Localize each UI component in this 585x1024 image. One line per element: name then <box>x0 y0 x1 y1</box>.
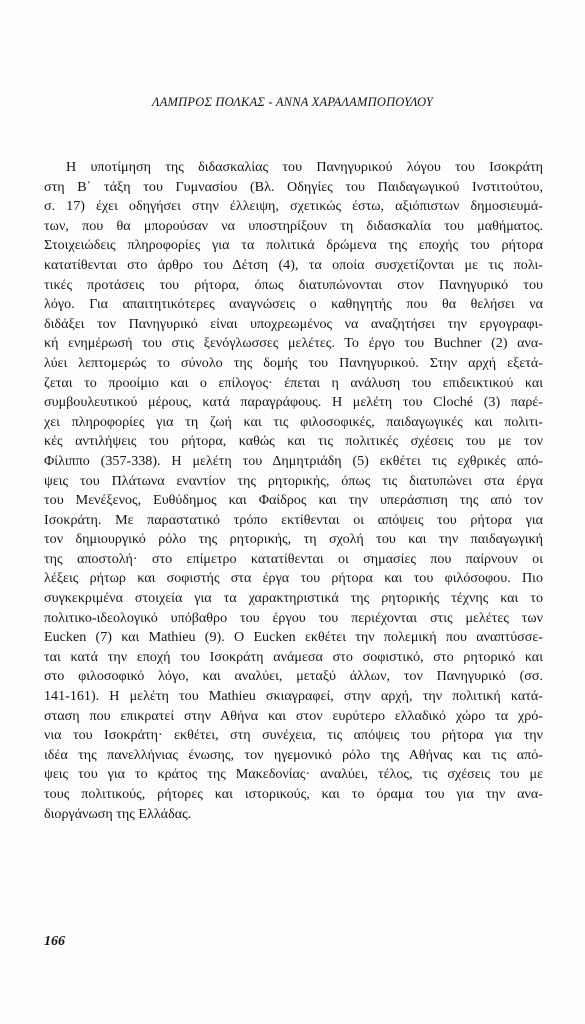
text-line: σ. 17) έχει οδηγήσει στην έλλειψη, σχετικώς έστω, αξιόπιστων δημοσιευμά- <box>44 198 543 215</box>
text-line: ζεται το προοίμιο και ο επίλογος· έπεται η ανάλυση του επιδεικτικού και <box>44 374 543 391</box>
text-line: των, που θα μπορούσαν να υποστηρίξουν τη διδασκαλία του μαθήματος. <box>44 217 543 234</box>
text-line: λέξεις ρήτωρ και σοφιστής στα έργα του ρήτορα και του φιλόσοφου. Πιο <box>44 570 543 587</box>
text-line: τικές προτάσεις του ρήτορα, όπως διατυπώνονται στον Πανηγυρικό του <box>44 276 543 293</box>
text-line: χει πληροφορίες για τη ζωή και τις φιλοσοφικές, παιδαγωγικές και πολιτι- <box>44 413 543 430</box>
text-line: Eucken (7) και Mathieu (9). Ο Eucken εκθέτει την πολεμική που αναπτύσσε- <box>44 629 543 646</box>
text-line: συμβουλευτικού μέρους, κατά παραγράφους. Η μελέτη του Cloché (3) παρέ- <box>44 394 543 411</box>
text-line: συγκεκριμένα στοιχεία για τα χαρακτηριστικά της ρητορικής τέχνης και το <box>44 590 543 607</box>
text-line: νια του Ισοκράτη· εκθέτει, στη συνέχεια, τις απόψεις του ρήτορα για την <box>44 727 543 744</box>
text-line: λόγο. Για απαιτητικότερες αναγνώσεις ο καθηγητής που θα θελήσει να <box>44 296 543 313</box>
text-line: πολιτικο-ιδεολογικό υπόβαθρο του έργου του περιέχονται στις μελέτες των <box>44 609 543 626</box>
page-number: 166 <box>44 934 65 949</box>
text-line: ιδέα της πανελλήνιας ένωσης, τον ηγεμονικό ρόλο της Αθήνας και τις από- <box>44 746 543 763</box>
text-line: Στοιχειώδεις πληροφορίες για τα πολιτικά δρώμενα της εποχής του ρήτορα <box>44 237 543 254</box>
text-line: Φίλιππο (357-338). Η μελέτη του Δημητριάδη (5) εκθέτει τις εχθρικές από- <box>44 452 543 469</box>
text-line: στη Β΄ τάξη του Γυμνασίου (Βλ. Οδηγίες του Παιδαγωγικού Ινστιτούτου, <box>44 178 543 195</box>
text-line: κατατίθενται στο άρθρο του Δέτση (4), τα οποία συσχετίζονται με τις πολι- <box>44 256 543 273</box>
text-line: σταση που επικρατεί στην Αθήνα και στον ευρύτερο ελλαδικό χώρο τα χρό- <box>44 707 543 724</box>
body-paragraph <box>44 158 543 824</box>
text-line: της αποστολή· στο επίμετρο κατατίθενται οι σημασίες που παίρνουν οι <box>44 550 543 567</box>
text-line: διοργάνωση της Ελλάδας. <box>44 805 192 822</box>
text-line: κή ενημέρωσή του στις ξενόγλωσσες μελέτες. Το έργο του Buchner (2) ανα- <box>44 335 543 352</box>
running-head: ΛΑΜΠΡΟΣ ΠΟΛΚΑΣ - ΑΝΝΑ ΧΑΡΑΛΑΜΠΟΠΟΥΛΟΥ <box>151 95 434 109</box>
text-line: 141-161). Η μελέτη του Mathieu σκιαγραφεί, στην αρχή, την πολιτική κατά- <box>44 688 543 705</box>
text-line: τους πολιτικούς, ρήτορες και ιστορικούς, και το όραμα του για την ανα- <box>44 786 543 802</box>
text-line: διδάξει τον Πανηγυρικό είναι υποχρεωμένος να αναζητήσει την εργογραφι- <box>44 315 543 332</box>
text-line: ται κατά την εποχή του Ισοκράτη ανάμεσα στο σοφιστικό, στο ρητορικό και <box>44 648 543 665</box>
text-line: ψεις του για το κράτος της Μακεδονίας· αναλύει, τέλος, τις σχέσεις του με <box>44 766 543 783</box>
text-line: λύει λεπτομερώς το σύνολο της δομής του Πανηγυρικού. Στην αρχή εξετά- <box>44 354 543 371</box>
text-line: κές αντιλήψεις του ρήτορα, καθώς και τις πολιτικές σχέσεις του με τον <box>44 433 543 450</box>
text-line: τον δημιουργικό ρόλο της ρητορικής, τη σχολή του και την παιδαγωγική <box>44 531 543 548</box>
text-line: ψεις του Πλάτωνα εναντίον της ρητορικής, όπως τις διατυπώνει στα έργα <box>44 472 543 489</box>
text-line: Ισοκράτη. Με παραστατικό τρόπο εκτίθενται οι απόψεις του ρήτορα για <box>44 511 543 528</box>
text-line: στο φιλοσοφικό λόγο, και αναλύει, μεταξύ άλλων, τον Πανηγυρικό (σσ. <box>44 668 543 685</box>
text-line: του Μενέξενος, Ευθύδημος και Φαίδρος και την υπεράσπιση της από τον <box>44 492 543 509</box>
text-line: Η υποτίμηση της διδασκαλίας του Πανηγυρικού λόγου του Ισοκράτη <box>66 159 543 175</box>
